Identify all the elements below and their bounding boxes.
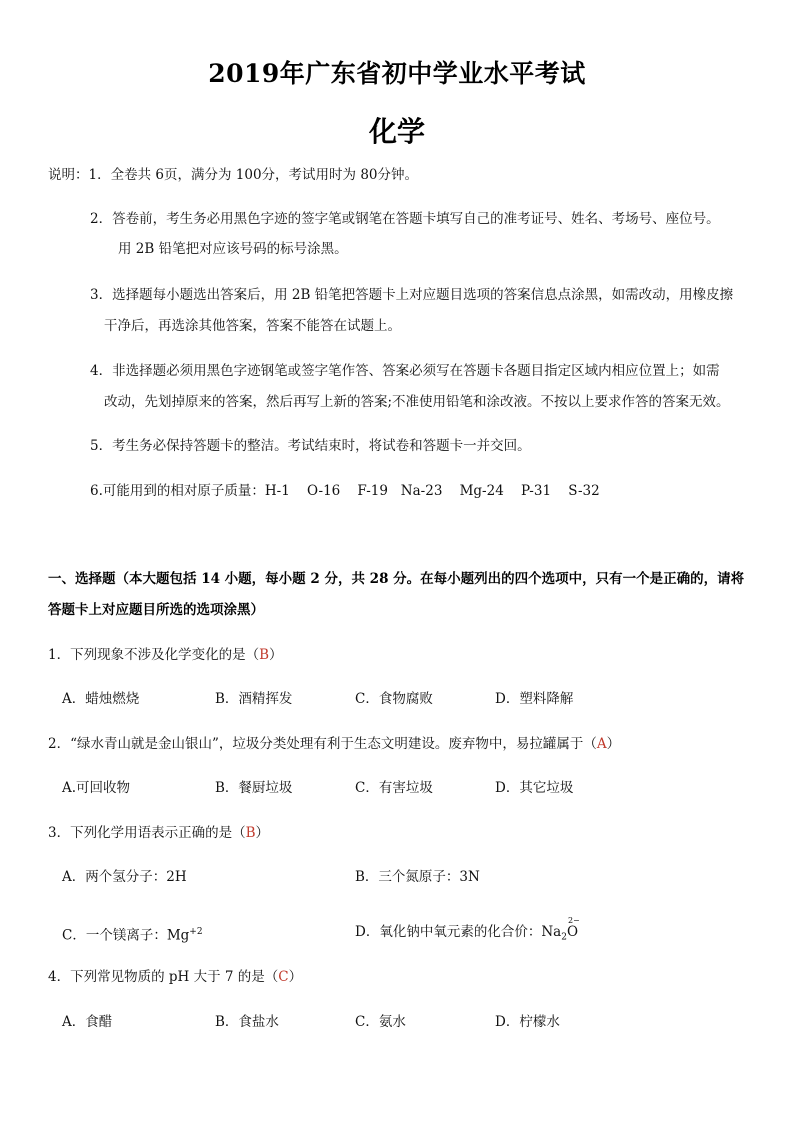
formula-o: O [566,924,579,940]
exam-title: 2019年广东省初中学业水平考试 [208,59,586,88]
question-close: ） [288,969,303,985]
instruction-4-cont: 改动，先划掉原来的答案，然后再写上新的答案;不准使用铅笔和涂改液。不按以上要求作答的答案无效。 [104,394,730,410]
q4-option-a: A．食醋 [62,1014,113,1030]
instruction-3: 3．选择题每小题选出答案后，用 2B 铅笔把答题卡上对应题目选项的答案信息点涂黑，如需改动，用橡皮擦 [90,287,734,303]
instruction-3-cont: 干净后，再选涂其他答案，答案不能答在试题上。 [104,318,401,334]
q2-option-b: B．餐厨垃圾 [215,780,293,796]
answer-mark: B [245,825,256,841]
exam-subject: 化学 [368,115,425,148]
option-text: C．一个镁离子：Mg [62,927,190,944]
question-3 [48,824,269,842]
q4-option-c: C．氨水 [355,1014,406,1030]
q3-option-c [62,923,203,945]
answer-mark: A [596,736,607,752]
question-2 [48,735,620,753]
q1-option-c: C．食物腐败 [355,691,433,707]
question-stem: 2．“绿水青山就是金山银山”，垃圾分类处理有利于生态文明建设。废弃物中，易拉罐属于（ [48,736,597,752]
instruction-prefix: 说明： [48,167,89,183]
question-stem: 4．下列常见物质的 pH 大于 7 的是（ [48,969,279,985]
q1-option-a: A．蜡烛燃烧 [62,691,140,707]
q4-option-d: D．柠檬水 [495,1014,560,1030]
question-1 [48,646,283,664]
valence-mark: 2− [567,916,580,925]
q3-option-b: B．三个氮原子：3N [355,869,480,885]
formula-oxygen [566,916,580,941]
question-stem: 1．下列现象不涉及化学变化的是（ [48,647,260,663]
question-close: ） [255,825,270,841]
q2-option-c: C．有害垃圾 [355,780,433,796]
formula-subscript: 2 [561,932,567,943]
instruction-4: 4．非选择题必须用黑色字迹钢笔或签字笔作答、答案必须写在答题卡各题目指定区域内相应位置上；如需 [90,363,720,379]
section-header: 一、选择题（本大题包括 14 小题，每小题 2 分，共 28 分。在每小题列出的四个选项中，只有一个是正确的，请将 [48,571,745,587]
instruction-text: 1．全卷共 6页，满分为 100分，考试用时为 80分钟。 [88,167,418,183]
section-header-cont: 答题卡上对应题目所选的选项涂黑） [48,602,264,618]
instruction-2: 2．答卷前，考生务必用黑色字迹的签字笔或钢笔在答题卡填写自己的准考证号、姓名、考场号、座位号。 [90,211,720,227]
q4-option-b: B．食盐水 [215,1014,279,1030]
instruction-6: 6.可能用到的相对原子质量：H-1 O-16 F-19 Na-23 Mg-24 P-31 S-32 [90,483,600,499]
answer-mark: B [259,647,270,663]
instruction-2-cont: 用 2B 铅笔把对应该号码的标号涂黑。 [118,241,348,257]
instruction-5: 5．考生务必保持答题卡的整洁。考试结束时，将试卷和答题卡一并交回。 [90,438,531,454]
q3-option-d [355,916,580,947]
formula-na: Na [541,924,562,940]
q1-option-d: D．塑料降解 [495,691,574,707]
question-stem: 3．下列化学用语表示正确的是（ [48,825,246,841]
option-text: D．氧化钠中氧元素的化合价： [355,924,542,940]
question-4 [48,968,302,986]
instruction-1 [48,166,418,184]
question-close: ） [269,647,283,663]
q2-option-d: D．其它垃圾 [495,780,574,796]
charge-superscript: +2 [189,927,203,937]
q3-option-a: A．两个氢分子：2H [62,869,187,885]
q2-option-a: A.可回收物 [62,780,131,796]
answer-mark: C [278,969,289,985]
question-close: ） [606,736,621,752]
q1-option-b: B．酒精挥发 [215,691,293,707]
